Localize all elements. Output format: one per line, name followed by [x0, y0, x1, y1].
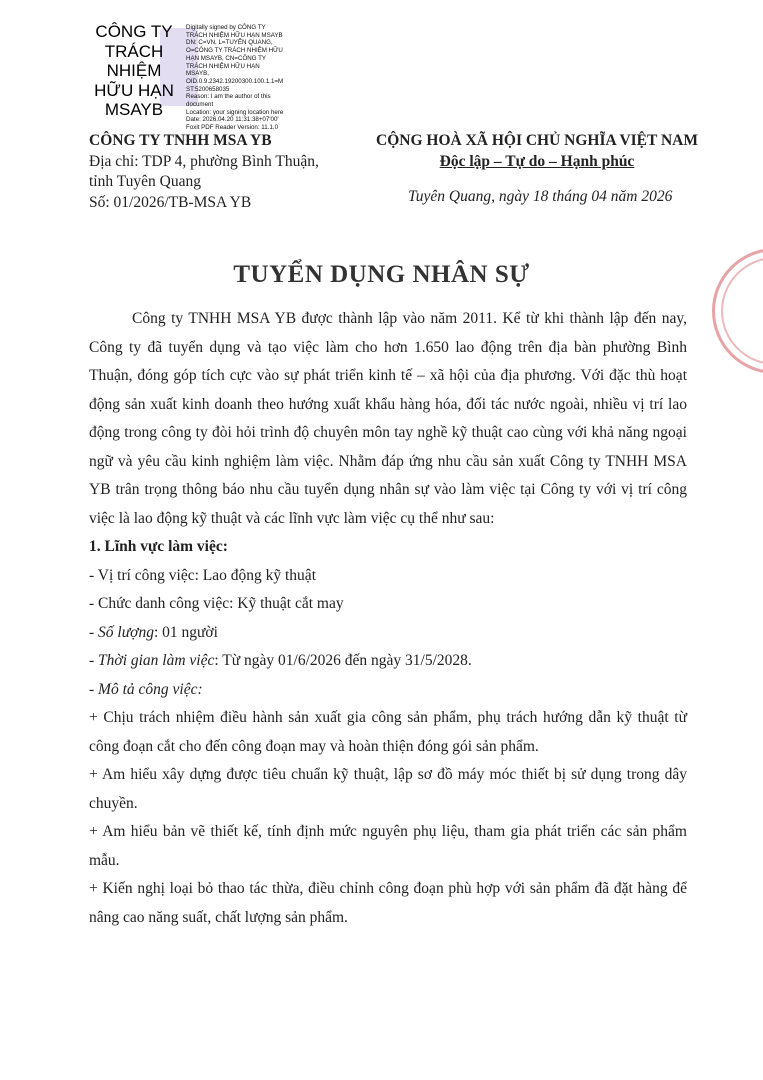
- signature-name-line: HỮU HẠN: [94, 80, 174, 100]
- document-date: Tuyên Quang, ngày 18 tháng 04 năm 2026: [408, 188, 673, 205]
- signature-detail-line: TRÁCH NHIỆM HỮU HẠN: [186, 62, 260, 70]
- signature-name-line: TRÁCH: [104, 41, 164, 61]
- section-heading: 1. Lĩnh vực làm việc:: [89, 538, 228, 555]
- description-item: - Mô tả công việc:: [89, 680, 203, 698]
- national-header: [368, 131, 706, 172]
- national-motto: Độc lập – Tự do – Hạnh phúc: [439, 152, 635, 170]
- signature-detail-line: TRÁCH NHIỆM HỮU HẠN MSAYB: [186, 31, 283, 39]
- signature-name-line: MSAYB: [104, 100, 164, 119]
- signature-detail-line: Digitally signed by CÔNG TY: [186, 24, 266, 31]
- position-item: - Vị trí công việc: Lao động kỹ thuật: [89, 566, 316, 584]
- signature-name-line: CÔNG TY: [95, 22, 173, 41]
- period-item: - Thời gian làm việc: Từ ngày 01/6/2026 đến ngày 31/5/2028.: [89, 652, 472, 669]
- task-item: + Am hiểu xây dựng được tiêu chuẩn kỹ thuật, lập sơ đồ máy móc thiết bị sử dụng trong dây chuyền.: [89, 766, 687, 812]
- signature-detail-line: O=CÔNG TY TRÁCH NHIỆM HỮU: [186, 47, 283, 55]
- task-item: + Kiến nghị loại bỏ thao tác thừa, điều chỉnh công đoạn phù hợp với sản phẩm đã đặt hàng để nâng cao năng suất, chất lượng sản phẩm.: [89, 880, 687, 926]
- signature-detail-line: Date: 2026.04.20 11:31:38+07'00': [186, 116, 279, 124]
- company-address-line: Địa chỉ: TDP 4, phường Bình Thuận,: [89, 152, 319, 170]
- signature-detail-line: Foxit PDF Reader Version: 11.1.0: [186, 124, 279, 132]
- signature-name-line: NHIỆM: [106, 61, 162, 80]
- digital-signature: [86, 18, 296, 132]
- document-title: TUYỂN DỤNG NHÂN SỰ: [233, 261, 530, 288]
- signature-name: [86, 22, 182, 120]
- document-body: [89, 305, 687, 932]
- quantity-value: : 01 người: [153, 623, 218, 641]
- quantity-label: Số lượng: [98, 623, 154, 641]
- intro-paragraph: Công ty TNHH MSA YB được thành lập vào năm 2011. Kể từ khi thành lập đến nay, Công ty đã tuyển dụng và tạo việc làm cho hơn 1.650 lao động trên địa bàn phường Bình Thuận, đóng góp tích cực vào sự phát triển kinh tế – xã hội của địa phương. Với đặc thù hoạt động sản xuất kinh doanh theo hướng xuất khẩu hàng hóa, đối tác nước ngoài, nhiều vị trí lao động trong công ty đòi hỏi trình độ chuyên môn tay nghề kỹ thuật cao cùng với khả năng ngoại ngữ và yêu cầu kinh nghiệm làm việc. Nhằm đáp ứng nhu cầu sản xuất Công ty TNHH MSA YB trân trọng thông báo nhu cầu tuyển dụng nhân sự vào làm việc tại Công ty với vị trí công việc là lao động kỹ thuật và các lĩnh vực làm việc cụ thể như sau:: [89, 310, 687, 527]
- company-address-line: tỉnh Tuyên Quang: [89, 173, 201, 190]
- period-value: : Từ ngày 01/6/2026 đến ngày 31/5/2028.: [214, 652, 472, 669]
- task-item: + Chịu trách nhiệm điều hành sản xuất gia công sản phẩm, phụ trách hướng dẫn kỹ thuật từ công đoạn cắt cho đến công đoạn may và hoàn thiện đóng gói sản phẩm.: [89, 709, 687, 755]
- task-item: + Am hiểu bản vẽ thiết kế, tính định mức nguyên phụ liệu, tham gia phát triển các sản phẩm mẫu.: [89, 823, 687, 869]
- signature-detail-line: DN: C=VN, L=TUYÊN QUANG,: [186, 39, 273, 47]
- signature-detail-line: document: [186, 101, 214, 109]
- period-label: Thời gian làm việc: [98, 652, 215, 669]
- job-title-item: - Chức danh công việc: Kỹ thuật cắt may: [89, 595, 344, 612]
- signature-detail-line: MSAYB,: [186, 70, 209, 78]
- signature-detail-line: Location: your signing location here: [186, 108, 284, 116]
- signature-detail-line: OID.0.9.2342.19200300.100.1.1=M: [186, 77, 284, 85]
- signature-details: [186, 24, 298, 132]
- company-name: CÔNG TY TNHH MSA YB: [89, 132, 272, 149]
- company-header: [89, 131, 359, 213]
- signature-detail-line: HẠN MSAYB, CN=CÔNG TY: [186, 54, 267, 62]
- signature-detail-line: Reason: I am the author of this: [186, 93, 271, 101]
- document-number: Số: 01/2026/TB-MSA YB: [89, 193, 252, 211]
- signature-detail-line: ST:5200658035: [186, 85, 230, 93]
- quantity-item: - Số lượng: 01 người: [89, 623, 218, 641]
- national-title: CỘNG HOÀ XÃ HỘI CHỦ NGHĨA VIỆT NAM: [376, 132, 698, 149]
- description-label: Mô tả công việc:: [98, 680, 203, 698]
